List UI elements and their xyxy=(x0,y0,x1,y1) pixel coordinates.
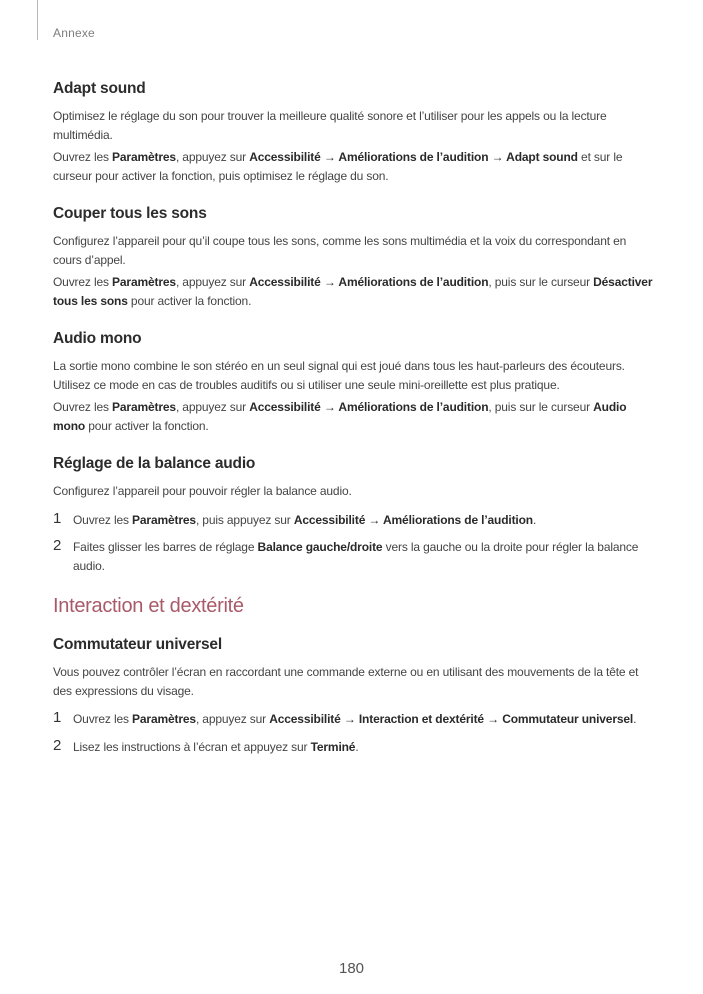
section-instructions: Ouvrez les Paramètres, appuyez sur Accessibilité → Améliorations de l’audition → Adapt sound et sur le curseur pour activer la fonction, puis optimisez le réglage du son. xyxy=(53,150,623,183)
step-number: 1 xyxy=(53,709,62,726)
header-label: Annexe xyxy=(53,26,95,40)
section-instructions: Ouvrez les Paramètres, appuyez sur Accessibilité → Améliorations de l’audition, puis sur le curseur Désactiver tous les sons pour activer la fonction. xyxy=(53,275,653,308)
chapter-heading: Interaction et dextérité xyxy=(53,595,244,617)
header-rule xyxy=(37,0,38,40)
section-description: Vous pouvez contrôler l’écran en raccordant une commande externe ou en utilisant des mouvements de la tête et des expressions du visage. xyxy=(53,665,639,698)
section-title: Adapt sound xyxy=(53,80,146,97)
steps-list xyxy=(53,710,653,756)
section-instructions: Ouvrez les Paramètres, appuyez sur Accessibilité → Améliorations de l’audition, puis sur le curseur Audio mono pour activer la fonction. xyxy=(53,400,627,433)
step-item: 2 Faites glisser les barres de réglage Balance gauche/droite vers la gauche ou la droite pour régler la balance audio. xyxy=(53,537,639,573)
page-number: 180 xyxy=(338,960,365,977)
step-number: 2 xyxy=(53,736,62,754)
step-item: 1 Ouvrez les Paramètres, appuyez sur Accessibilité → Interaction et dextérité → Commutateur universel. xyxy=(53,709,637,726)
section-mute-all-sounds xyxy=(53,205,653,310)
step-number: 1 xyxy=(53,509,62,527)
steps-list xyxy=(53,511,653,576)
section-universal-switch xyxy=(53,636,653,756)
section-description: Configurez l’appareil pour qu’il coupe tous les sons, comme les sons multimédia et la voix du correspondant en cours d’appel. xyxy=(53,234,627,267)
section-title: Audio mono xyxy=(53,330,142,347)
section-adapt-sound xyxy=(53,80,653,185)
section-description: Optimisez le réglage du son pour trouver la meilleure qualité sonore et l’utiliser pour les appels ou la lecture multimédia. xyxy=(53,109,607,142)
section-description: La sortie mono combine le son stéréo en un seul signal qui est joué dans tous les haut-parleurs des écouteurs. Utilisez ce mode en cas de troubles auditifs ou si utiliser une seule mini-oreillette est plus pratique. xyxy=(53,359,625,392)
page-content xyxy=(53,80,653,776)
section-description: Configurez l’appareil pour pouvoir régler la balance audio. xyxy=(53,484,352,498)
step-item: 1 Ouvrez les Paramètres, puis appuyez sur Accessibilité → Améliorations de l’audition. xyxy=(53,509,537,527)
section-title: Réglage de la balance audio xyxy=(53,455,256,472)
section-title: Couper tous les sons xyxy=(53,205,207,222)
section-title: Commutateur universel xyxy=(53,636,222,653)
section-audio-balance xyxy=(53,455,653,575)
step-number: 2 xyxy=(53,537,62,554)
step-item: 2 Lisez les instructions à l’écran et appuyez sur Terminé. xyxy=(53,736,359,754)
section-mono-audio xyxy=(53,330,653,435)
